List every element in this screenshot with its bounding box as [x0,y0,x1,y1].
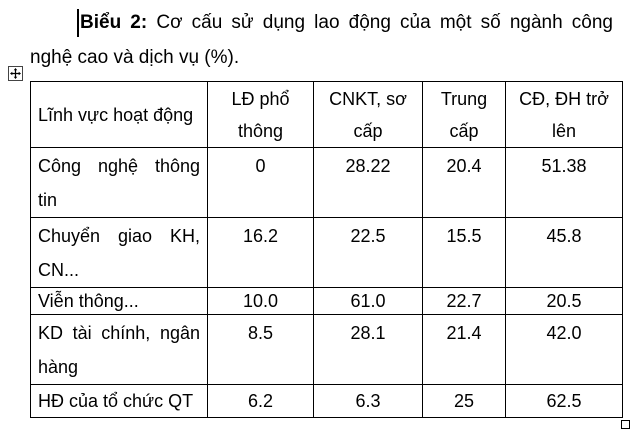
move-arrows-icon [10,68,21,79]
column-header-ld-pho-thong[interactable]: LĐ phổ thông [208,82,314,148]
table-row-cntt [31,148,623,218]
cell-value[interactable]: 28.22 [314,148,423,218]
cell-value[interactable]: 16.2 [208,218,314,288]
row-label[interactable]: Chuyển giao KH, CN... [31,218,208,288]
cell-value[interactable]: 21.4 [423,315,506,385]
cell-value[interactable]: 51.38 [506,148,623,218]
cell-value[interactable]: 0 [208,148,314,218]
cell-value[interactable]: 22.5 [314,218,423,288]
row-label[interactable]: Công nghệ thông tin [31,148,208,218]
caption-paragraph[interactable] [30,5,613,75]
cell-value[interactable]: 20.5 [506,288,623,315]
cell-value[interactable]: 8.5 [208,315,314,385]
table-move-handle[interactable] [8,66,23,81]
column-header-cd-dh[interactable]: CĐ, ĐH trở lên [506,82,623,148]
table-row-hd-to-chuc [31,385,623,418]
table-row-vien-thong [31,288,623,315]
cell-value[interactable]: 28.1 [314,315,423,385]
column-header-trung-cap[interactable]: Trung cấp [423,82,506,148]
row-label[interactable]: Viễn thông... [31,288,208,315]
row-label[interactable]: KD tài chính, ngân hàng [31,315,208,385]
cell-value[interactable]: 61.0 [314,288,423,315]
cell-value[interactable]: 62.5 [506,385,623,418]
caption-label: Biểu 2: [80,12,148,33]
table-row-kd-tai-chinh [31,315,623,385]
data-table [30,81,623,418]
cell-value[interactable]: 45.8 [506,218,623,288]
column-header-cnkt-so-cap[interactable]: CNKT, sơ cấp [314,82,423,148]
cell-value[interactable]: 20.4 [423,148,506,218]
cell-value[interactable]: 6.3 [314,385,423,418]
column-header-linh-vuc[interactable]: Lĩnh vực hoạt động [31,82,208,148]
cell-value[interactable]: 15.5 [423,218,506,288]
cell-value[interactable]: 10.0 [208,288,314,315]
table-row-chuyen-giao [31,218,623,288]
table-resize-handle[interactable] [621,420,630,429]
table-header-row [31,82,623,148]
cell-value[interactable]: 22.7 [423,288,506,315]
caption-text: Cơ cấu sử dụng lao động của một số ngành công nghệ cao và dịch vụ (%). [30,12,613,68]
cell-value[interactable]: 25 [423,385,506,418]
row-label[interactable]: HĐ của tổ chức QT [31,385,208,418]
cell-value[interactable]: 6.2 [208,385,314,418]
cell-value[interactable]: 42.0 [506,315,623,385]
